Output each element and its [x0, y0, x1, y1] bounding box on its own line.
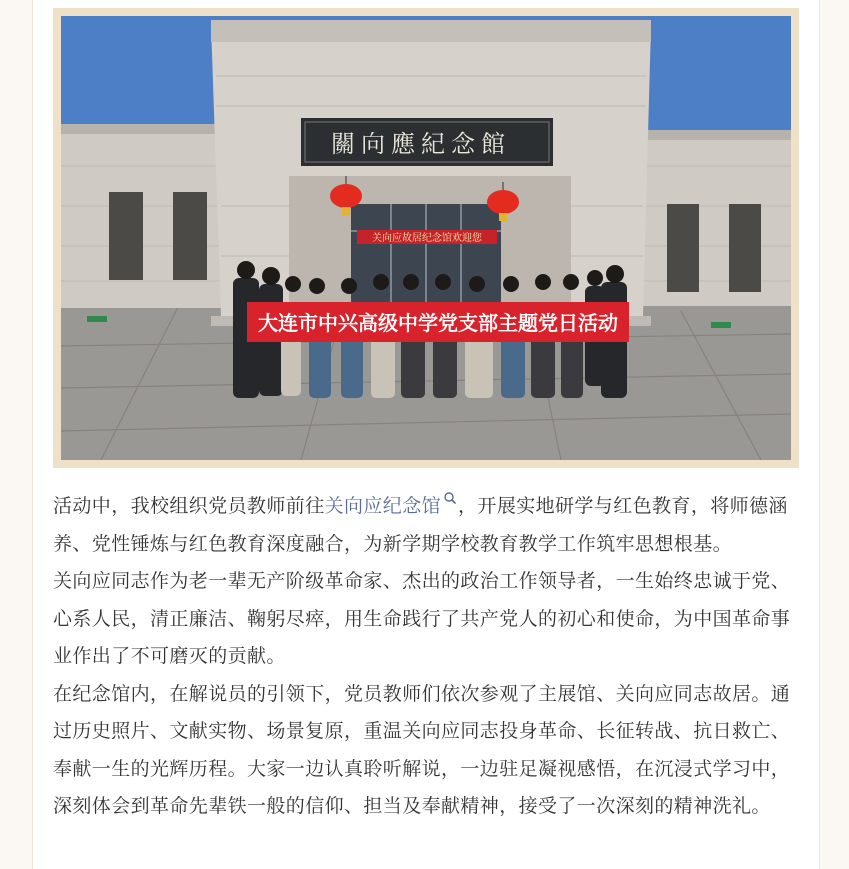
- paragraph-3: 在纪念馆内，在解说员的引领下，党员教师们依次参观了主展馆、关向应同志故居。通过历史照片、文献实物、场景复原，重温关向应同志投身革命、长征转战、抗日救亡、奉献一生的光辉历程。大家一边认真聆听解说，一边驻足凝视感悟，在沉浸式学习中，深刻体会到革命先辈铁一般的信仰、担当及奉献精神，接受了一次深刻的精神洗礼。: [53, 682, 791, 817]
- paragraph-1: 活动中，我校组织党员教师前往关向应纪念馆 ，开展实地研学与红色教育，将师德涵养、党性锤炼与红色教育深度融合，为新学期学校教育教学工作筑牢思想根基。: [53, 488, 807, 563]
- right-wing: [639, 134, 791, 306]
- building-sign-text: 關向應紀念館: [331, 130, 511, 158]
- group-banner-text: 大连市中兴高级中学党支部主题党日活动: [258, 311, 618, 335]
- entrance-banner-text: 关向应故居纪念馆欢迎您: [372, 233, 482, 244]
- photo-frame: [53, 8, 799, 468]
- paragraph-2: 关向应同志作为老一辈无产阶级革命家、杰出的政治工作领导者，一生始终忠诚于党、心系人民，清正廉洁、鞠躬尽瘁，用生命践行了共产党人的初心和使命，为中国革命事业作出了不可磨灭的贡献。: [53, 570, 791, 667]
- article-body: [53, 488, 807, 826]
- article-card: [32, 0, 820, 869]
- memorial-link[interactable]: 关向应纪念馆: [324, 495, 442, 517]
- search-icon[interactable]: [442, 488, 458, 510]
- memorial-group-photo[interactable]: [61, 16, 791, 460]
